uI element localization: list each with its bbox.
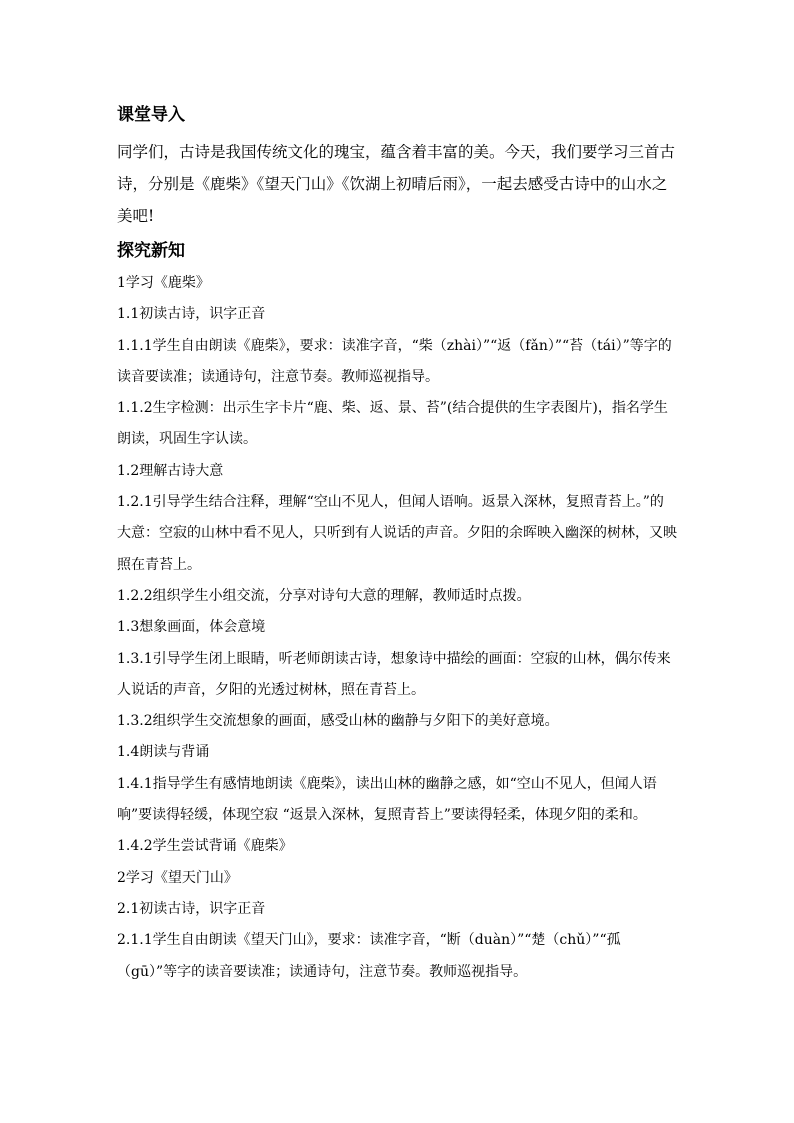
outline-item: 1.2.1引导学生结合注释，理解“空山不见人，但闻人语响。返景入深林，复照青苔上。”的大意：空寂的山林中看不见人，只听到有人说话的声音。夕阳的余晖映入幽深的树林，又映照在青苔上。: [117, 494, 677, 573]
outline-item: 1.4.2学生尝试背诵《鹿柴》: [117, 838, 293, 855]
outline-item: 1.1.2生字检测：出示生字卡片“鹿、柴、返、景、苔”(结合提供的生字表图片)，指名学生朗读，巩固生字认读。: [117, 400, 668, 448]
document-page: [117, 100, 677, 988]
section-title-explore: 探究新知: [117, 241, 185, 261]
outline-item: 1学习《鹿柴》: [117, 275, 210, 291]
outline-item: 1.2理解古诗大意: [117, 462, 224, 479]
intro-paragraph: 同学们，古诗是我国传统文化的瑰宝，蕴含着丰富的美。今天，我们要学习三首古诗，分别是《鹿柴》《望天门山》《饮湖上初晴后雨》，一起去感受古诗中的山水之美吧!: [117, 143, 676, 225]
outline-item: 1.3.1引导学生闭上眼睛，听老师朗读古诗，想象诗中描绘的画面：空寂的山林，偶尔传来人说话的声音，夕阳的光透过树林，照在青苔上。: [117, 650, 671, 698]
outline-item: 1.2.2组织学生小组交流，分享对诗句大意的理解，教师适时点拨。: [117, 587, 531, 604]
outline-item: 2.1初读古诗，识字正音: [117, 900, 266, 917]
outline-item: 1.4.1指导学生有感情地朗读《鹿柴》，读出山林的幽静之感，如“空山不见人，但闻人语响”要读得轻缓，体现空寂 “返景入深林，复照青苔上”要读得轻柔，体现夕阳的柔和。: [117, 775, 657, 824]
section-title-intro: 课堂导入: [117, 105, 185, 125]
outline-item: 1.3.2组织学生交流想象的画面，感受山林的幽静与夕阳下的美好意境。: [117, 713, 559, 730]
outline-item: 1.1.1学生自由朗读《鹿柴》，要求：读准字音，“柴（zhài）”“返（fǎn）”“苔（tái）”等字的读音要读准；读通诗句，注意节奏。教师巡视指导。: [117, 337, 672, 385]
outline-item: 1.4朗读与背诵: [117, 744, 210, 761]
outline-item: 1.3想象画面，体会意境: [117, 619, 266, 636]
outline-item: 2.1.1学生自由朗读《望天门山》，要求：读准字音，“断（duàn）”“楚（chǔ）”“孤（gū）”等字的读音要读准；读通诗句，注意节奏。教师巡视指导。: [117, 932, 621, 980]
outline-item: 1.1初读古诗，识字正音: [117, 306, 266, 323]
outline-item: 2学习《望天门山》: [117, 869, 238, 886]
